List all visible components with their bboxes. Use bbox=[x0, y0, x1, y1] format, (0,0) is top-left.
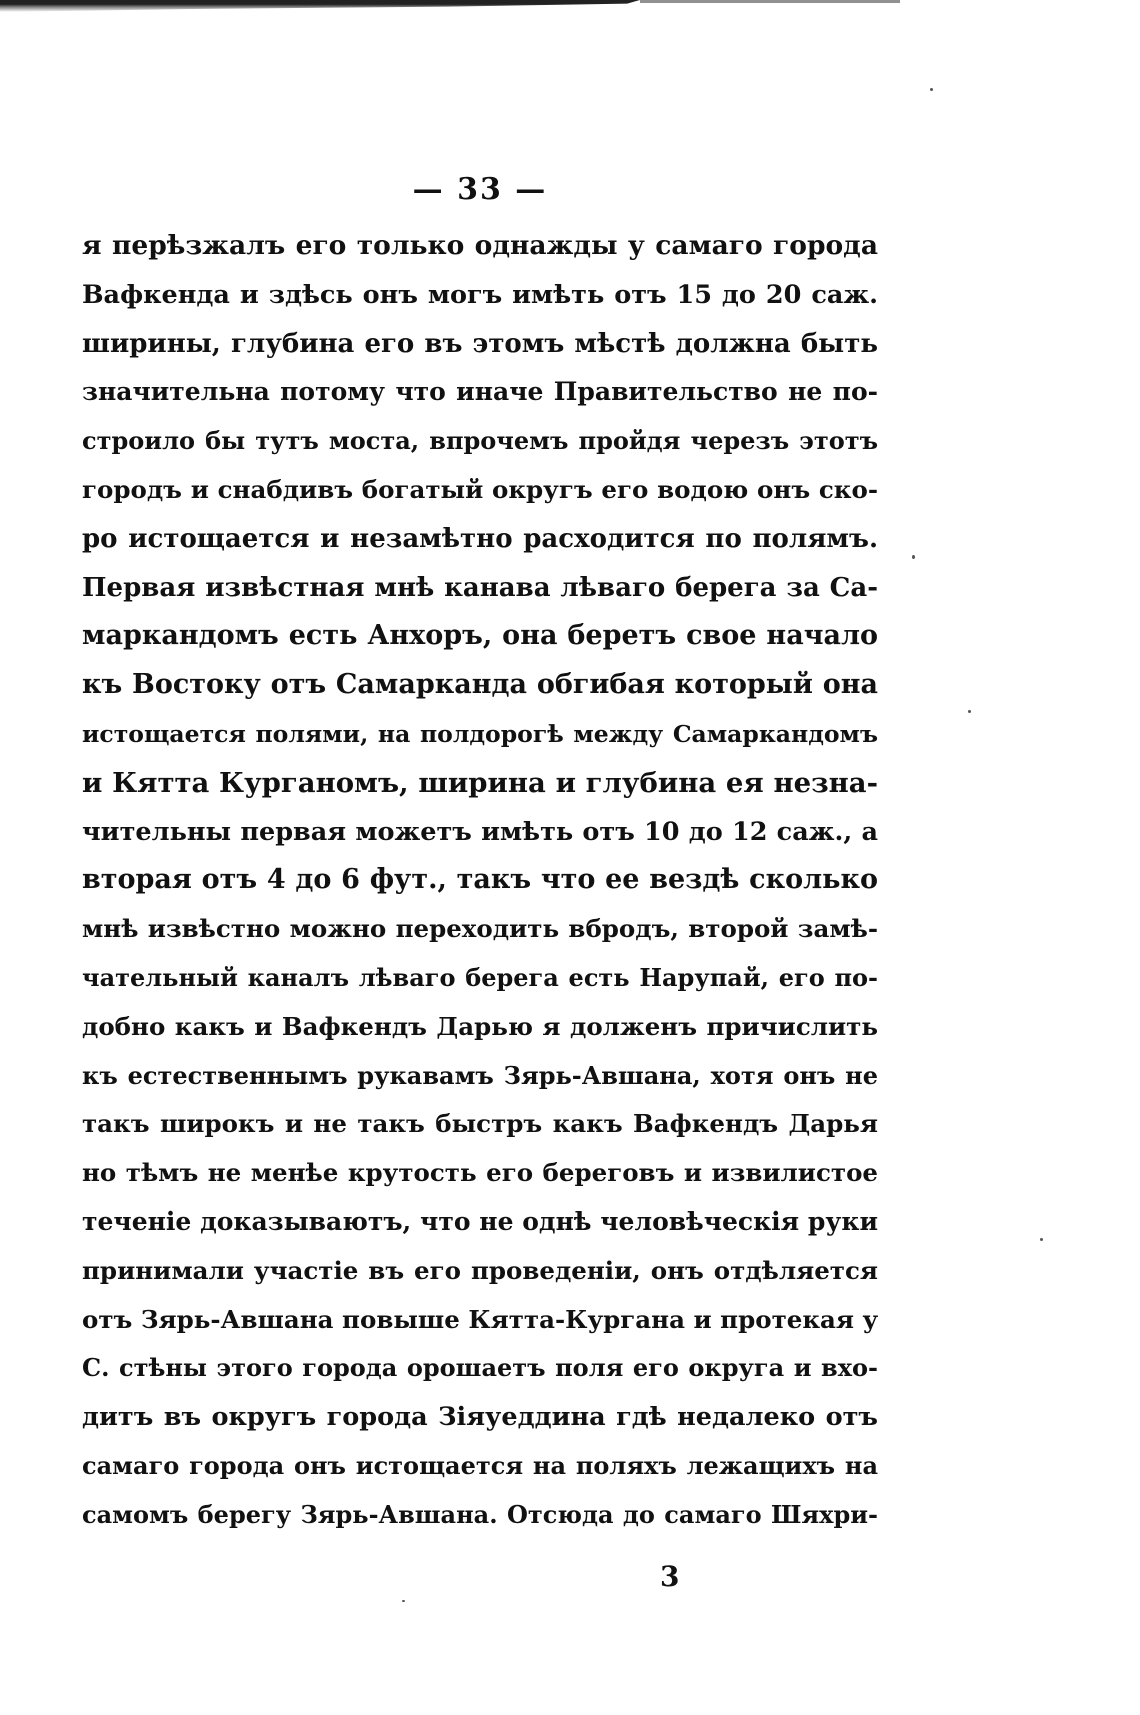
page-number: — 33 — bbox=[412, 172, 548, 207]
text-line: С. стѣны этого города орошаетъ поля его округа и вхо- bbox=[82, 1353, 878, 1383]
text-line: строило бы тутъ моста, впрочемъ пройдя черезъ этотъ bbox=[82, 426, 878, 456]
text-line: чительны первая можетъ имѣть отъ 10 до 12 саж., а bbox=[82, 816, 878, 847]
top-edge-scan-mark-faint bbox=[640, 0, 900, 3]
text-line: маркандомъ есть Анхоръ, она беретъ свое начало bbox=[82, 620, 878, 652]
text-line: ро истощается и незамѣтно расходится по полямъ. bbox=[82, 523, 878, 554]
text-line: вторая отъ 4 до 6 фут., такъ что ее вездѣ сколько bbox=[82, 864, 878, 896]
scan-speck bbox=[912, 555, 915, 559]
text-line: я перѣзжалъ его только однажды у самаго города bbox=[82, 230, 878, 261]
text-line: добно какъ и Вафкендъ Дарью я долженъ причислить bbox=[82, 1011, 878, 1041]
top-edge-scan-mark bbox=[0, 0, 640, 12]
text-line: но тѣмъ не менѣе крутость его береговъ и извилистое bbox=[82, 1158, 878, 1188]
text-line: истощается полями, на полдорогѣ между Самаркандомъ bbox=[82, 719, 878, 748]
signature-mark: 3 bbox=[660, 1560, 680, 1593]
text-line: теченіе доказываютъ, что не однѣ человѣческія руки bbox=[82, 1206, 878, 1236]
text-line: чательный каналъ лѣваго берега есть Нарупай, его по- bbox=[82, 962, 878, 992]
text-line: дитъ въ округъ города Зіяуеддина гдѣ недалеко отъ bbox=[82, 1402, 878, 1433]
text-line: и Кятта Курганомъ, ширина и глубина ея незна- bbox=[82, 766, 878, 799]
scan-speck bbox=[402, 1600, 405, 1602]
text-line: Первая извѣстная мнѣ канава лѣваго берега за Са- bbox=[82, 572, 878, 603]
text-line: принимали участіе въ его проведеніи, онъ отдѣляется bbox=[82, 1255, 878, 1285]
text-line: къ естественнымъ рукавамъ Зярь-Авшана, хотя онъ не bbox=[82, 1060, 878, 1090]
text-line: ширины, глубина его въ этомъ мѣстѣ должна быть bbox=[82, 328, 878, 359]
text-line: самомъ берегу Зярь-Авшана. Отсюда до самаго Шяхри- bbox=[82, 1499, 878, 1529]
text-line: отъ Зярь-Авшана повыше Кятта-Кургана и протекая у bbox=[82, 1304, 878, 1334]
scan-speck bbox=[930, 88, 933, 91]
text-line: къ Востоку отъ Самарканда обгибая который она bbox=[82, 669, 878, 701]
text-line: мнѣ извѣстно можно переходить вбродъ, второй замѣ- bbox=[82, 914, 878, 944]
scan-speck bbox=[968, 710, 971, 713]
text-line: городъ и снабдивъ богатый округъ его водою онъ ско- bbox=[82, 474, 878, 504]
text-line: такъ широкъ и не такъ быстръ какъ Вафкендъ Дарья bbox=[82, 1109, 878, 1139]
scan-speck bbox=[1040, 1238, 1043, 1241]
body-text bbox=[82, 222, 878, 1540]
text-line: значительна потому что иначе Правительство не по- bbox=[82, 377, 878, 407]
text-line: Вафкенда и здѣсь онъ могъ имѣть отъ 15 до 20 саж. bbox=[82, 279, 878, 310]
text-line: самаго города онъ истощается на поляхъ лежащихъ на bbox=[82, 1450, 878, 1480]
